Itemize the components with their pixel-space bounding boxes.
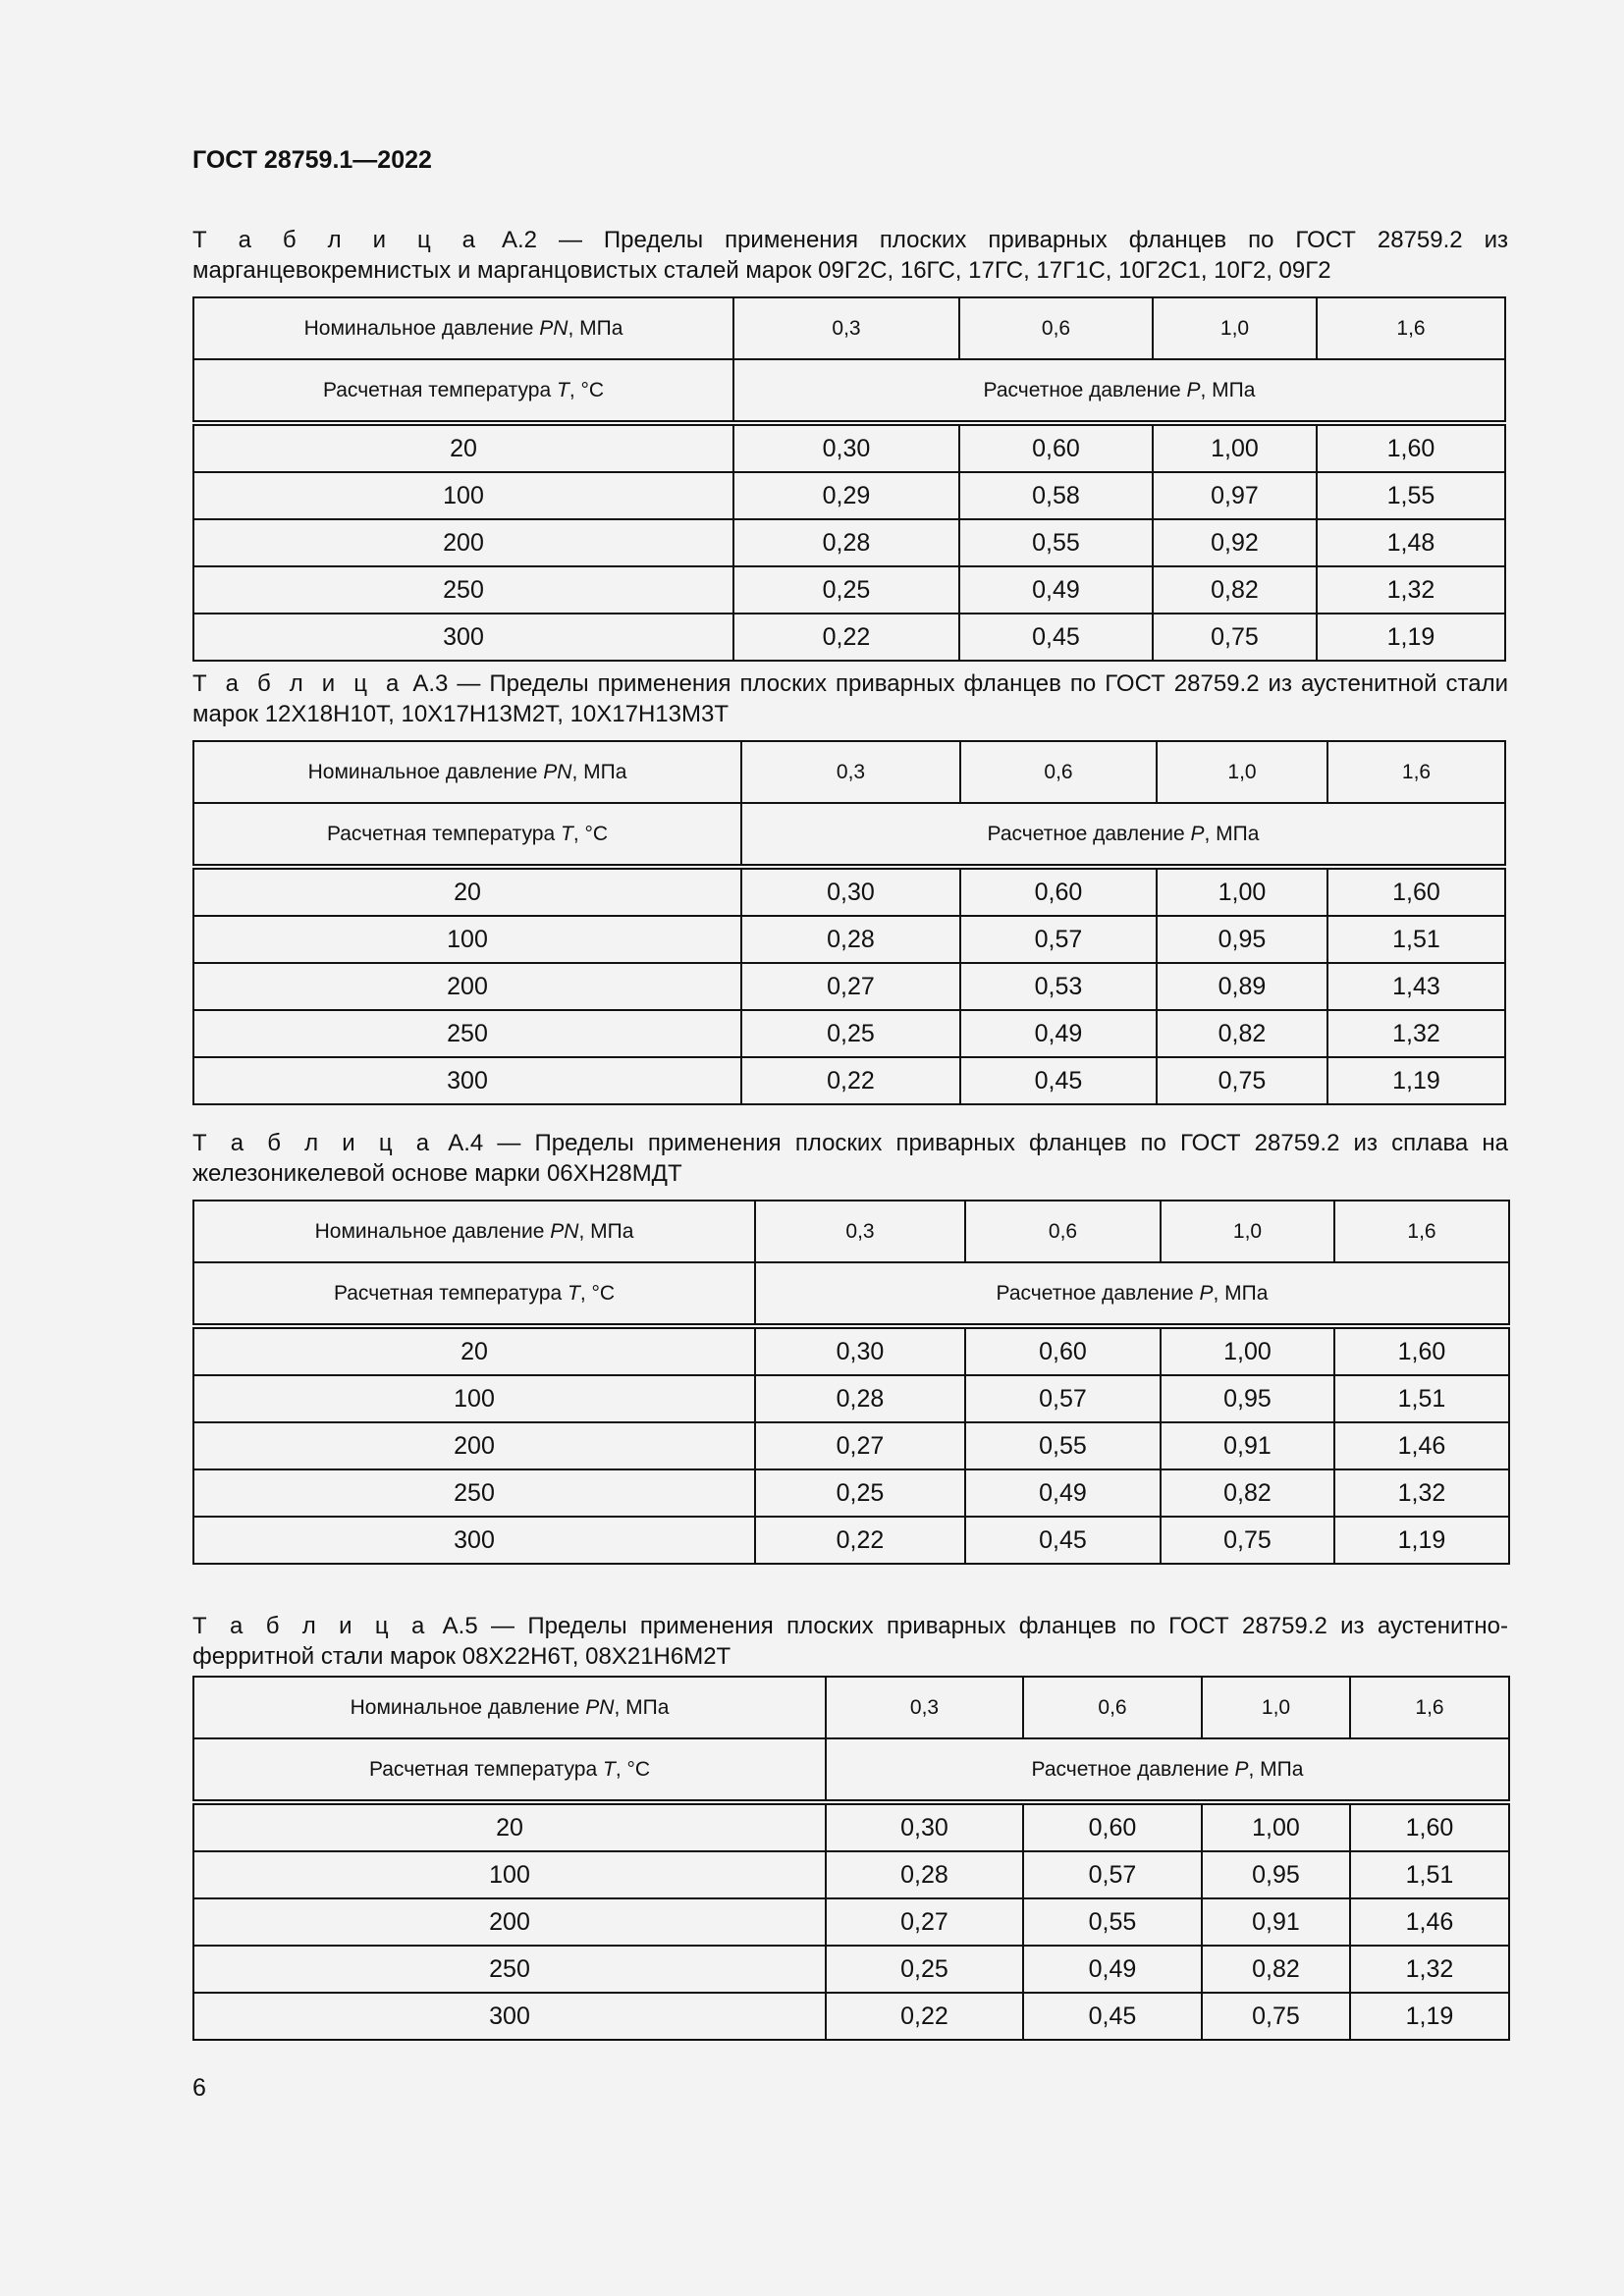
pn-value: 1,6	[1317, 297, 1505, 359]
pressure-cell: 0,95	[1202, 1851, 1350, 1898]
pressure-cell: 1,46	[1350, 1898, 1509, 1946]
pn-value: 1,6	[1327, 741, 1505, 803]
pressure-cell: 0,82	[1161, 1469, 1334, 1517]
pressure-cell: 0,45	[959, 614, 1153, 661]
table-row	[193, 423, 1505, 472]
temperature-cell: 250	[193, 1946, 826, 1993]
pressure-cell: 0,57	[960, 916, 1157, 963]
nominal-pressure-header: Номинальное давление PN, МПа	[193, 1677, 826, 1738]
pressure-cell: 1,19	[1334, 1517, 1509, 1564]
pressure-cell: 0,60	[965, 1326, 1161, 1375]
table-header-row	[193, 1738, 1509, 1802]
table-row	[193, 1010, 1505, 1057]
pressure-cell: 0,22	[741, 1057, 960, 1104]
pressure-table-a2	[192, 296, 1506, 662]
pressure-cell: 0,22	[826, 1993, 1023, 2040]
pressure-cell: 0,60	[960, 867, 1157, 916]
caption-label: Т а б л и ц а	[192, 227, 480, 253]
pressure-cell: 0,45	[960, 1057, 1157, 1104]
pressure-cell: 0,30	[826, 1802, 1023, 1851]
design-pressure-header: Расчетное давление P, МПа	[826, 1738, 1509, 1802]
temperature-cell: 300	[193, 614, 733, 661]
pressure-cell: 0,55	[959, 519, 1153, 566]
temperature-cell: 100	[193, 1375, 755, 1422]
pressure-cell: 1,19	[1317, 614, 1505, 661]
pn-value: 0,3	[826, 1677, 1023, 1738]
pressure-cell: 0,53	[960, 963, 1157, 1010]
table-row	[193, 519, 1505, 566]
design-temperature-header: Расчетная температура T, °С	[193, 1262, 755, 1326]
pressure-cell: 0,25	[741, 1010, 960, 1057]
pressure-cell: 0,82	[1153, 566, 1317, 614]
temperature-cell: 20	[193, 867, 741, 916]
temperature-cell: 20	[193, 1802, 826, 1851]
pressure-cell: 1,32	[1327, 1010, 1505, 1057]
pressure-cell: 0,30	[733, 423, 959, 472]
table-header-row	[193, 297, 1505, 359]
table-row	[193, 963, 1505, 1010]
table-row	[193, 1422, 1509, 1469]
table-row	[193, 867, 1505, 916]
pressure-cell: 0,22	[733, 614, 959, 661]
pressure-cell: 0,28	[755, 1375, 965, 1422]
table-row	[193, 1802, 1509, 1851]
table-caption-a2	[192, 225, 1508, 286]
temperature-cell: 200	[193, 1422, 755, 1469]
table-caption-a4	[192, 1128, 1508, 1189]
pressure-cell: 0,49	[959, 566, 1153, 614]
temperature-cell: 200	[193, 1898, 826, 1946]
pn-value: 1,0	[1161, 1201, 1334, 1262]
pn-value: 0,3	[755, 1201, 965, 1262]
caption-text: А.5 — Пределы применения плоских приварных фланцев по ГОСТ 28759.2 из аустенитно-ферритной стали марок 08Х22Н6Т, 08Х21Н6М2Т	[192, 1613, 1509, 1670]
page-number: 6	[192, 2074, 206, 2102]
pressure-cell: 1,48	[1317, 519, 1505, 566]
pressure-cell: 0,95	[1157, 916, 1327, 963]
pressure-cell: 1,43	[1327, 963, 1505, 1010]
temperature-cell: 200	[193, 519, 733, 566]
pressure-cell: 1,46	[1334, 1422, 1509, 1469]
design-temperature-header: Расчетная температура T, °С	[193, 803, 741, 867]
caption-text: А.4 — Пределы применения плоских приварных фланцев по ГОСТ 28759.2 из сплава на железоникелевой основе марки 06ХН28МДТ	[192, 1130, 1509, 1187]
table-row	[193, 1993, 1509, 2040]
pressure-cell: 1,32	[1334, 1469, 1509, 1517]
table-caption-a5	[192, 1611, 1508, 1672]
temperature-cell: 100	[193, 1851, 826, 1898]
pressure-cell: 0,55	[1023, 1898, 1202, 1946]
pressure-cell: 1,60	[1334, 1326, 1509, 1375]
pressure-cell: 0,28	[826, 1851, 1023, 1898]
pressure-cell: 0,45	[965, 1517, 1161, 1564]
pressure-cell: 0,30	[755, 1326, 965, 1375]
pressure-cell: 1,55	[1317, 472, 1505, 519]
table-row	[193, 614, 1505, 661]
pressure-cell: 0,91	[1161, 1422, 1334, 1469]
pressure-cell: 0,49	[960, 1010, 1157, 1057]
caption-text: А.3 — Пределы применения плоских приварных фланцев по ГОСТ 28759.2 из аустенитной стали марок 12Х18Н10Т, 10Х17Н13М2Т, 10Х17Н13М3Т	[192, 670, 1509, 727]
pressure-cell: 0,22	[755, 1517, 965, 1564]
table-caption-a3	[192, 668, 1508, 729]
pressure-cell: 1,19	[1350, 1993, 1509, 2040]
caption-label: Т а б л и ц а	[192, 1613, 430, 1639]
table-row	[193, 472, 1505, 519]
table-row	[193, 1946, 1509, 1993]
table-row	[193, 916, 1505, 963]
pressure-cell: 0,75	[1202, 1993, 1350, 2040]
temperature-cell: 100	[193, 916, 741, 963]
pressure-cell: 0,28	[733, 519, 959, 566]
pn-value: 1,0	[1153, 297, 1317, 359]
pressure-cell: 0,91	[1202, 1898, 1350, 1946]
pressure-cell: 0,45	[1023, 1993, 1202, 2040]
pressure-cell: 0,27	[755, 1422, 965, 1469]
pressure-cell: 1,00	[1161, 1326, 1334, 1375]
pn-value: 0,3	[733, 297, 959, 359]
caption-label: Т а б л и ц а	[192, 670, 405, 697]
pressure-cell: 0,75	[1161, 1517, 1334, 1564]
pressure-cell: 1,00	[1153, 423, 1317, 472]
pressure-cell: 0,89	[1157, 963, 1327, 1010]
pressure-cell: 0,95	[1161, 1375, 1334, 1422]
pressure-cell: 0,82	[1202, 1946, 1350, 1993]
pressure-cell: 0,82	[1157, 1010, 1327, 1057]
pressure-table-a3	[192, 740, 1506, 1105]
temperature-cell: 20	[193, 1326, 755, 1375]
temperature-cell: 250	[193, 1010, 741, 1057]
pressure-cell: 0,55	[965, 1422, 1161, 1469]
pressure-table-a5	[192, 1676, 1510, 2041]
pressure-cell: 1,51	[1327, 916, 1505, 963]
pressure-cell: 0,58	[959, 472, 1153, 519]
table-row	[193, 1469, 1509, 1517]
temperature-cell: 20	[193, 423, 733, 472]
pressure-cell: 0,97	[1153, 472, 1317, 519]
table-row	[193, 1057, 1505, 1104]
nominal-pressure-header: Номинальное давление PN, МПа	[193, 741, 741, 803]
temperature-cell: 300	[193, 1517, 755, 1564]
pn-value: 0,6	[960, 741, 1157, 803]
pn-value: 0,6	[1023, 1677, 1202, 1738]
pn-value: 0,3	[741, 741, 960, 803]
document-code: ГОСТ 28759.1—2022	[192, 146, 432, 174]
pressure-cell: 1,60	[1327, 867, 1505, 916]
temperature-cell: 250	[193, 1469, 755, 1517]
pressure-cell: 1,00	[1157, 867, 1327, 916]
design-temperature-header: Расчетная температура T, °С	[193, 1738, 826, 1802]
table-row	[193, 1898, 1509, 1946]
table-header-row	[193, 803, 1505, 867]
pressure-cell: 0,28	[741, 916, 960, 963]
table-header-row	[193, 1201, 1509, 1262]
caption-text: А.2 — Пределы применения плоских приварных фланцев по ГОСТ 28759.2 из марганцевокремнистых и марганцовистых сталей марок 09Г2С, 16ГС, 17ГС, 17Г1С, 10Г2С1, 10Г2, 09Г2	[192, 227, 1509, 284]
pressure-cell: 1,32	[1350, 1946, 1509, 1993]
pressure-cell: 0,27	[826, 1898, 1023, 1946]
pn-value: 0,6	[959, 297, 1153, 359]
pressure-cell: 0,92	[1153, 519, 1317, 566]
table-header-row	[193, 359, 1505, 423]
table-header-row	[193, 1262, 1509, 1326]
pressure-cell: 0,25	[755, 1469, 965, 1517]
pressure-cell: 1,51	[1350, 1851, 1509, 1898]
nominal-pressure-header: Номинальное давление PN, МПа	[193, 297, 733, 359]
table-row	[193, 1517, 1509, 1564]
pressure-cell: 0,75	[1153, 614, 1317, 661]
pressure-cell: 0,30	[741, 867, 960, 916]
design-temperature-header: Расчетная температура T, °С	[193, 359, 733, 423]
pressure-cell: 1,32	[1317, 566, 1505, 614]
nominal-pressure-header: Номинальное давление PN, МПа	[193, 1201, 755, 1262]
table-header-row	[193, 741, 1505, 803]
pn-value: 1,0	[1157, 741, 1327, 803]
pressure-cell: 1,19	[1327, 1057, 1505, 1104]
pressure-cell: 0,49	[965, 1469, 1161, 1517]
caption-label: Т а б л и ц а	[192, 1130, 435, 1156]
temperature-cell: 200	[193, 963, 741, 1010]
temperature-cell: 250	[193, 566, 733, 614]
design-pressure-header: Расчетное давление P, МПа	[733, 359, 1505, 423]
pressure-cell: 0,57	[965, 1375, 1161, 1422]
table-header-row	[193, 1677, 1509, 1738]
pressure-cell: 0,29	[733, 472, 959, 519]
pressure-cell: 0,25	[826, 1946, 1023, 1993]
pn-value: 1,6	[1334, 1201, 1509, 1262]
temperature-cell: 100	[193, 472, 733, 519]
pressure-table-a4	[192, 1200, 1510, 1565]
pn-value: 1,0	[1202, 1677, 1350, 1738]
table-row	[193, 1375, 1509, 1422]
pressure-cell: 0,75	[1157, 1057, 1327, 1104]
pressure-cell: 0,60	[1023, 1802, 1202, 1851]
pressure-cell: 1,60	[1317, 423, 1505, 472]
pressure-cell: 0,27	[741, 963, 960, 1010]
pn-value: 1,6	[1350, 1677, 1509, 1738]
pressure-cell: 1,00	[1202, 1802, 1350, 1851]
pressure-cell: 0,57	[1023, 1851, 1202, 1898]
pn-value: 0,6	[965, 1201, 1161, 1262]
table-row	[193, 566, 1505, 614]
pressure-cell: 0,25	[733, 566, 959, 614]
pressure-cell: 1,60	[1350, 1802, 1509, 1851]
table-row	[193, 1326, 1509, 1375]
table-row	[193, 1851, 1509, 1898]
pressure-cell: 0,49	[1023, 1946, 1202, 1993]
temperature-cell: 300	[193, 1057, 741, 1104]
design-pressure-header: Расчетное давление P, МПа	[755, 1262, 1509, 1326]
pressure-cell: 0,60	[959, 423, 1153, 472]
design-pressure-header: Расчетное давление P, МПа	[741, 803, 1505, 867]
temperature-cell: 300	[193, 1993, 826, 2040]
pressure-cell: 1,51	[1334, 1375, 1509, 1422]
